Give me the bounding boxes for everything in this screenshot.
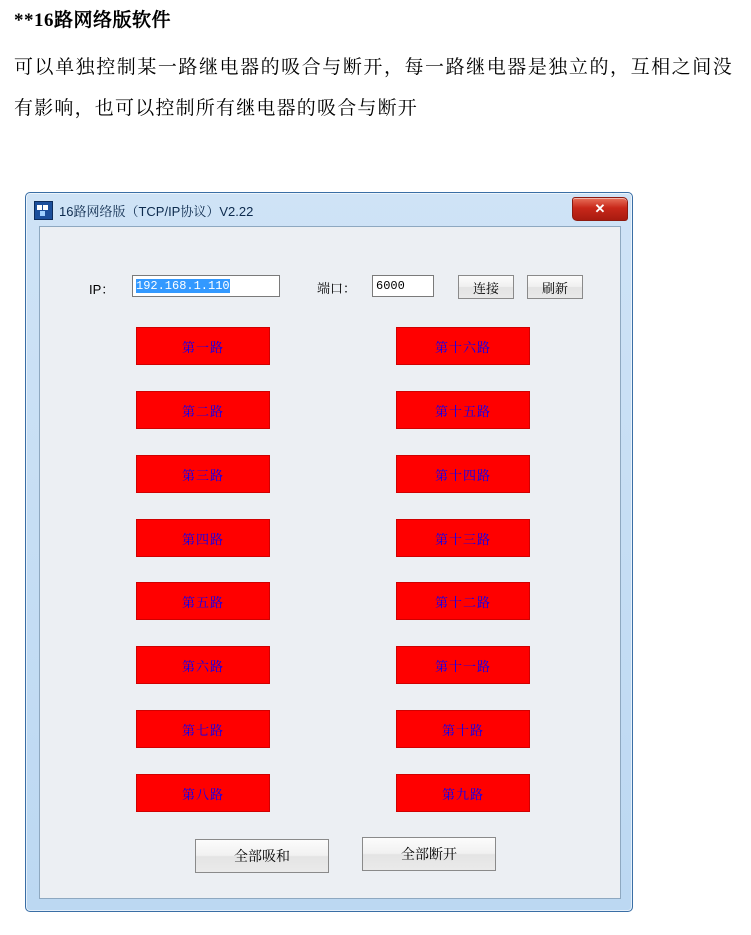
relay-button-4[interactable]: 第四路 [136, 519, 270, 557]
client-area [39, 226, 621, 899]
refresh-button[interactable]: 刷新 [527, 275, 583, 299]
ip-input-value: 192.168.1.110 [136, 279, 230, 293]
close-icon[interactable]: ✕ [572, 197, 628, 221]
relay-button-15[interactable]: 第十五路 [396, 391, 530, 429]
relay-button-8[interactable]: 第八路 [136, 774, 270, 812]
document-paragraph: 可以单独控制某一路继电器的吸合与断开，每一路继电器是独立的，互相之间没有影响，也可以控制所有继电器的吸合与断开 [14, 56, 733, 119]
window-title: 16路网络版（TCP/IP协议）V2.22 [59, 203, 254, 219]
relay-button-2[interactable]: 第二路 [136, 391, 270, 429]
relay-button-7[interactable]: 第七路 [136, 710, 270, 748]
relay-button-6[interactable]: 第六路 [136, 646, 270, 684]
relay-button-9[interactable]: 第九路 [396, 774, 530, 812]
title-bar[interactable] [30, 197, 628, 223]
relay-button-1[interactable]: 第一路 [136, 327, 270, 365]
all-off-button[interactable]: 全部断开 [362, 837, 496, 871]
port-input[interactable]: 6000 [372, 275, 434, 297]
port-label: 端口： [317, 281, 357, 296]
relay-button-13[interactable]: 第十三路 [396, 519, 530, 557]
all-on-button[interactable]: 全部吸和 [195, 839, 329, 873]
app-icon [34, 201, 53, 220]
relay-button-16[interactable]: 第十六路 [396, 327, 530, 365]
document-text [0, 0, 751, 129]
relay-button-5[interactable]: 第五路 [136, 582, 270, 620]
relay-button-10[interactable]: 第十路 [396, 710, 530, 748]
ip-label: IP： [89, 282, 115, 297]
relay-button-12[interactable]: 第十二路 [396, 582, 530, 620]
document-heading: **16路网络版软件 [14, 10, 172, 31]
ip-input[interactable] [132, 275, 280, 297]
relay-button-14[interactable]: 第十四路 [396, 455, 530, 493]
application-window [25, 192, 633, 912]
connect-button[interactable]: 连接 [458, 275, 514, 299]
connection-row [40, 275, 620, 299]
relay-button-11[interactable]: 第十一路 [396, 646, 530, 684]
relay-button-3[interactable]: 第三路 [136, 455, 270, 493]
